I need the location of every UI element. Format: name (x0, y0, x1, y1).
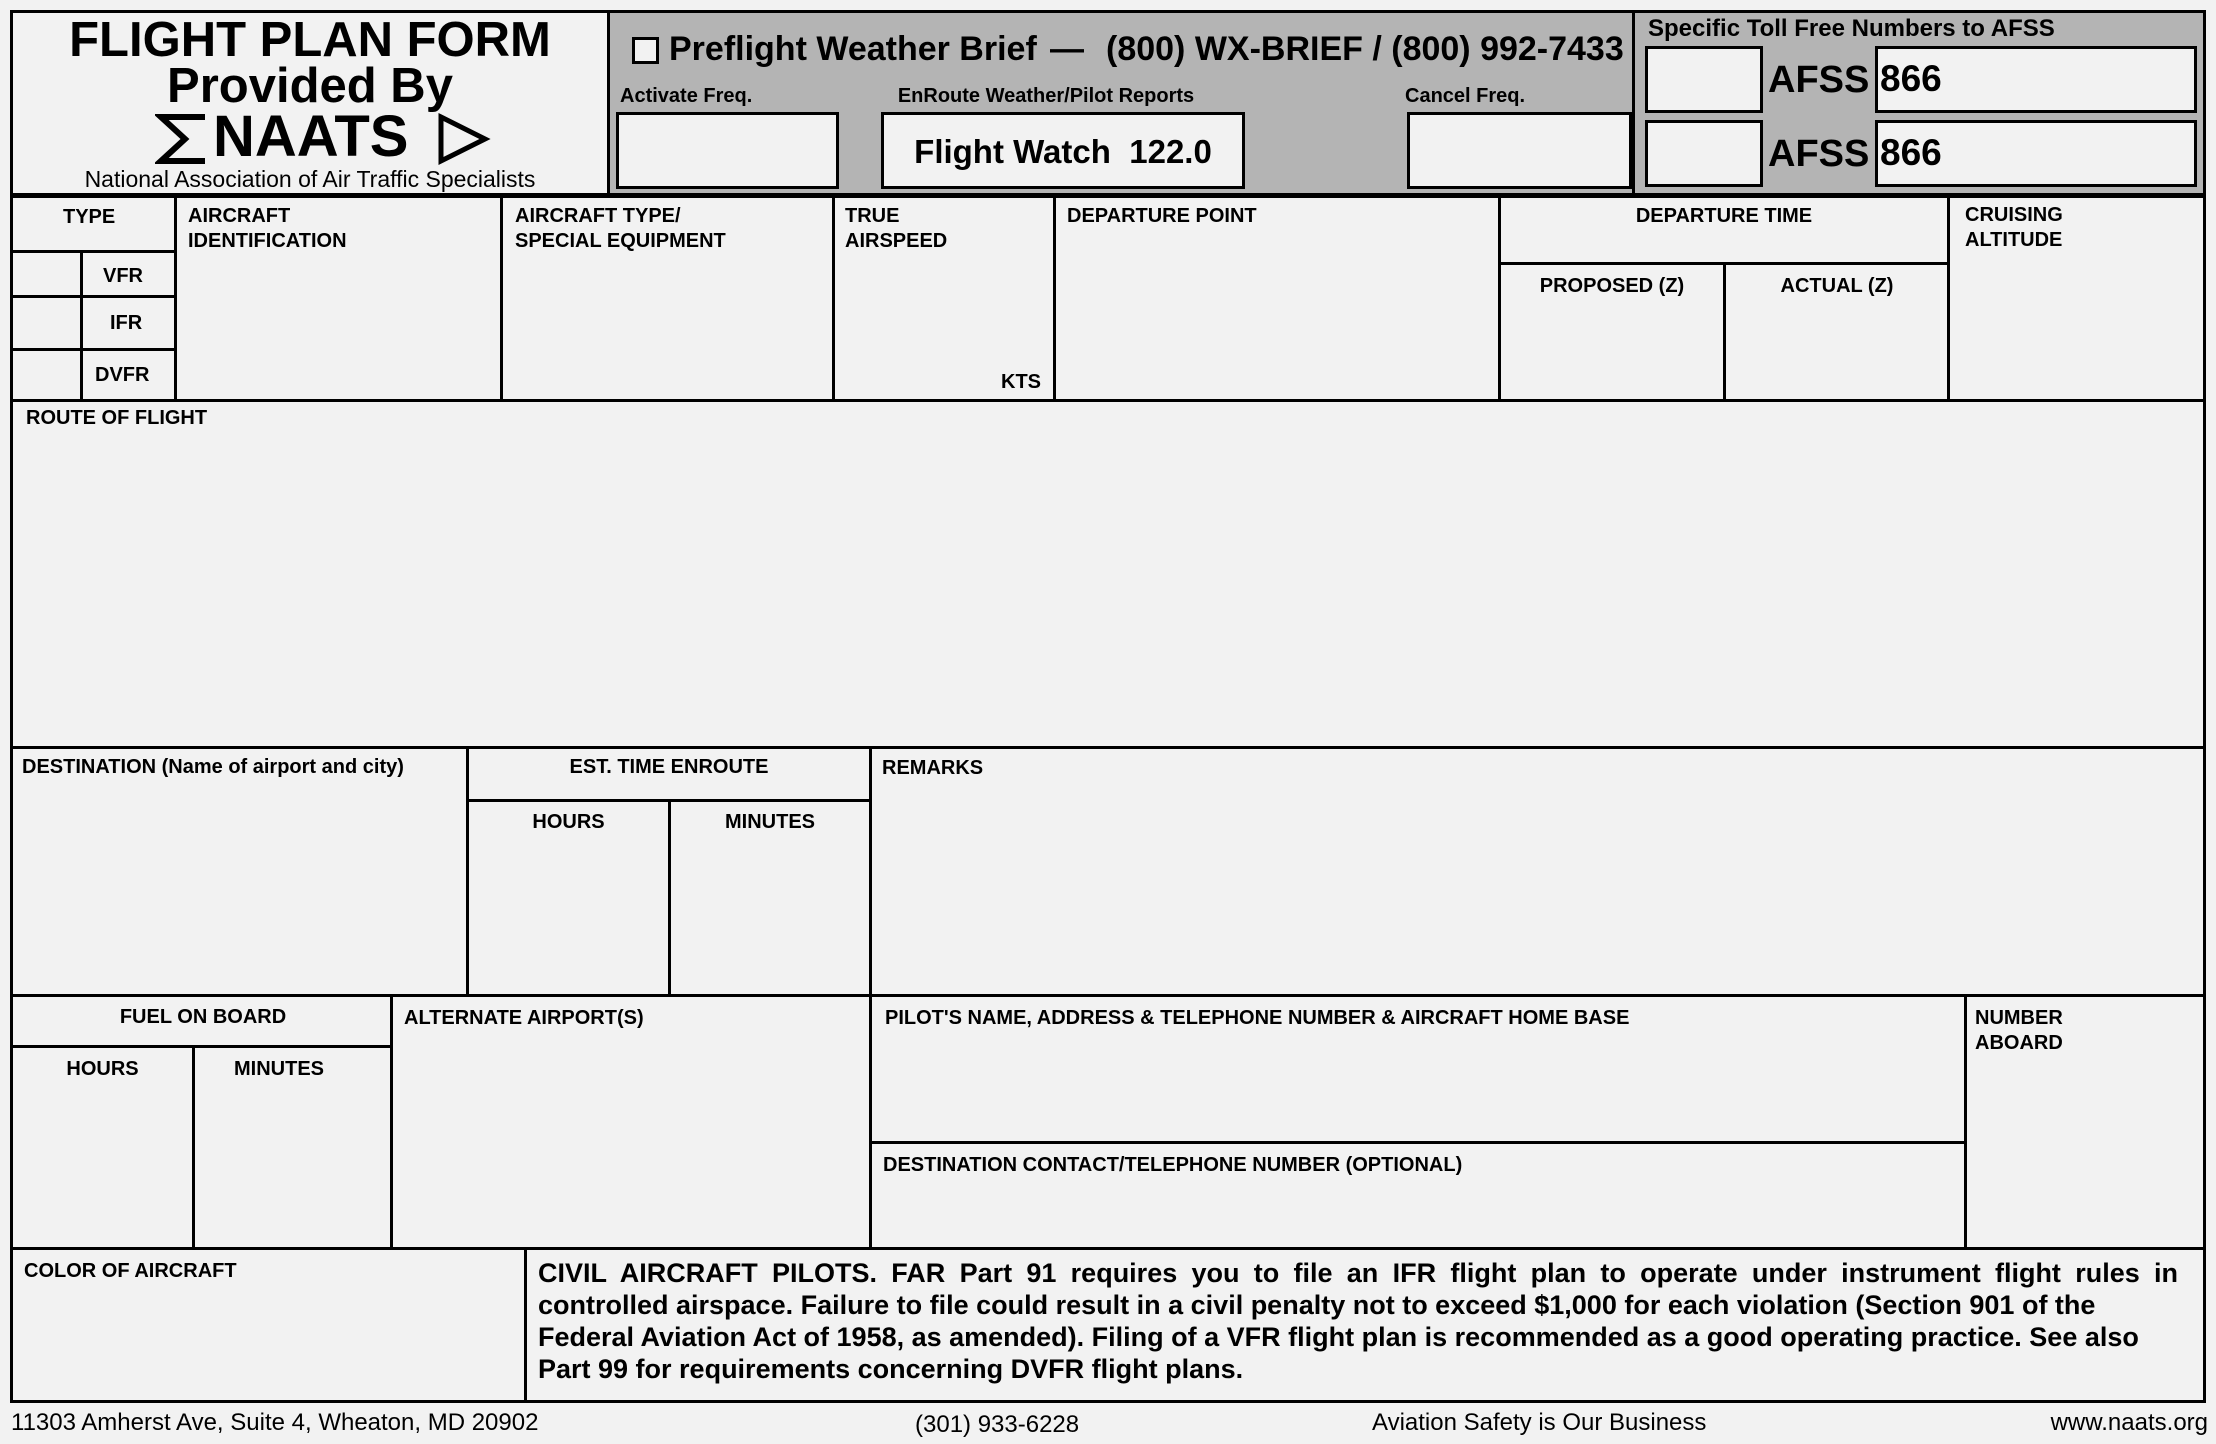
triangle-icon (435, 111, 491, 167)
flight-watch-text: Flight Watch 122.0 (914, 133, 1212, 170)
proposed-label: PROPOSED (Z) (1539, 275, 1685, 297)
ifr-checkbox[interactable] (13, 298, 80, 348)
true-airspeed-label-2: AIRSPEED (845, 230, 948, 252)
cruising-label-2: ALTITUDE (1965, 229, 2063, 251)
remarks-label: REMARKS (882, 757, 984, 779)
pilot-label: PILOT'S NAME, ADDRESS & TELEPHONE NUMBER & AIRCRAFT HOME BASE (885, 1007, 1630, 1029)
cruising-label-1: CRUISING (1965, 204, 2063, 226)
destination-field[interactable] (13, 749, 466, 994)
aircraft-type-label-2: SPECIAL EQUIPMENT (515, 230, 726, 252)
cancel-freq-field[interactable] (1407, 112, 1632, 189)
afss-2-number: 866 (1880, 132, 1942, 173)
afss-1-number: 866 (1880, 58, 1942, 99)
destination-label: DESTINATION (Name of airport and city) (22, 756, 404, 778)
preflight-label: Preflight Weather Brief (669, 30, 1037, 68)
vfr-checkbox[interactable] (13, 253, 80, 295)
afss-2-check-field[interactable] (1645, 120, 1763, 187)
activate-freq-field[interactable] (616, 112, 839, 189)
vfr-label: VFR (103, 265, 143, 287)
number-aboard-label-1: NUMBER (1975, 1007, 2063, 1029)
alternate-airport-field[interactable] (393, 997, 869, 1247)
est-hours-label: HOURS (532, 811, 605, 833)
number-aboard-label-2: ABOARD (1975, 1032, 2063, 1054)
departure-point-label: DEPARTURE POINT (1067, 205, 1257, 227)
afss-block (1632, 10, 2206, 196)
fuel-hours-label: HOURS (66, 1058, 139, 1080)
afss-1-label: AFSS (1768, 59, 1870, 101)
preflight-checkbox[interactable] (632, 37, 659, 64)
footer-address: 11303 Amherst Ave, Suite 4, Wheaton, MD 20902 (11, 1409, 539, 1436)
notice-line-1: CIVIL AIRCRAFT PILOTS. FAR Part 91 requires you to file an IFR flight plan to operate under instrument flight rules in (538, 1258, 2178, 1288)
departure-time-label: DEPARTURE TIME (1635, 205, 1813, 227)
form-title: FLIGHT PLAN FORM (69, 13, 551, 67)
alternate-label: ALTERNATE AIRPORT(S) (404, 1007, 644, 1029)
est-time-label: EST. TIME ENROUTE (569, 756, 769, 778)
actual-label: ACTUAL (Z) (1780, 275, 1894, 297)
kts-label: KTS (1001, 371, 1041, 393)
notice-text (538, 1257, 2178, 1385)
footer-phone: (301) 933-6228 (915, 1411, 1080, 1438)
sigma-icon (155, 111, 211, 167)
afss-1-check-field[interactable] (1645, 46, 1763, 113)
route-label: ROUTE OF FLIGHT (26, 407, 208, 429)
color-label: COLOR OF AIRCRAFT (24, 1260, 237, 1282)
afss-1-number-field[interactable] (1875, 46, 2197, 113)
ifr-label: IFR (110, 312, 143, 334)
fuel-minutes-label: MINUTES (234, 1058, 324, 1080)
footer-website[interactable]: www.naats.org (2050, 1409, 2208, 1436)
afss-2-number-field[interactable] (1875, 120, 2197, 187)
preflight-dash: — (1050, 30, 1084, 68)
remarks-field[interactable] (872, 749, 2203, 994)
type-label: TYPE (63, 206, 116, 228)
true-airspeed-label-1: TRUE (845, 205, 900, 227)
aircraft-id-label-2: IDENTIFICATION (188, 230, 347, 252)
cancel-freq-label: Cancel Freq. (1405, 85, 1526, 107)
preflight-phone: (800) WX-BRIEF / (800) 992-7433 (1106, 30, 1624, 68)
naats-logo-text: NAATS (213, 104, 409, 169)
dvfr-label: DVFR (95, 364, 150, 386)
afss-2-label: AFSS (1768, 133, 1870, 175)
dest-contact-label: DESTINATION CONTACT/TELEPHONE NUMBER (OPTIONAL) (883, 1154, 1463, 1176)
fuel-label: FUEL ON BOARD (119, 1006, 287, 1028)
aircraft-type-label-1: AIRCRAFT TYPE/ (515, 205, 681, 227)
footer-slogan: Aviation Safety is Our Business (1372, 1409, 1707, 1436)
naats-logo (155, 104, 495, 169)
title-block (10, 10, 610, 196)
afss-title: Specific Toll Free Numbers to AFSS (1648, 15, 2055, 42)
org-name: National Association of Air Traffic Specialists (84, 166, 536, 192)
route-of-flight-field[interactable] (13, 402, 2203, 746)
aircraft-id-label-1: AIRCRAFT (188, 205, 291, 227)
dvfr-checkbox[interactable] (13, 351, 80, 399)
notice-line-3: Federal Aviation Act of 1958, as amended). Filing of a VFR flight plan is recommended as a good operating practice. See also (538, 1322, 2139, 1352)
form-subtitle: Provided By (167, 59, 453, 113)
est-minutes-label: MINUTES (725, 811, 815, 833)
activate-freq-label: Activate Freq. (620, 85, 753, 107)
notice-line-4: Part 99 for requirements concerning DVFR flight plans. (538, 1354, 1244, 1384)
enroute-label: EnRoute Weather/Pilot Reports (897, 85, 1195, 107)
weather-block (607, 10, 1635, 196)
notice-line-2: controlled airspace. Failure to file could result in a civil penalty not to exceed $1,000 for each violation (Section 901 of the (538, 1290, 2096, 1320)
flight-watch-box (881, 112, 1245, 189)
